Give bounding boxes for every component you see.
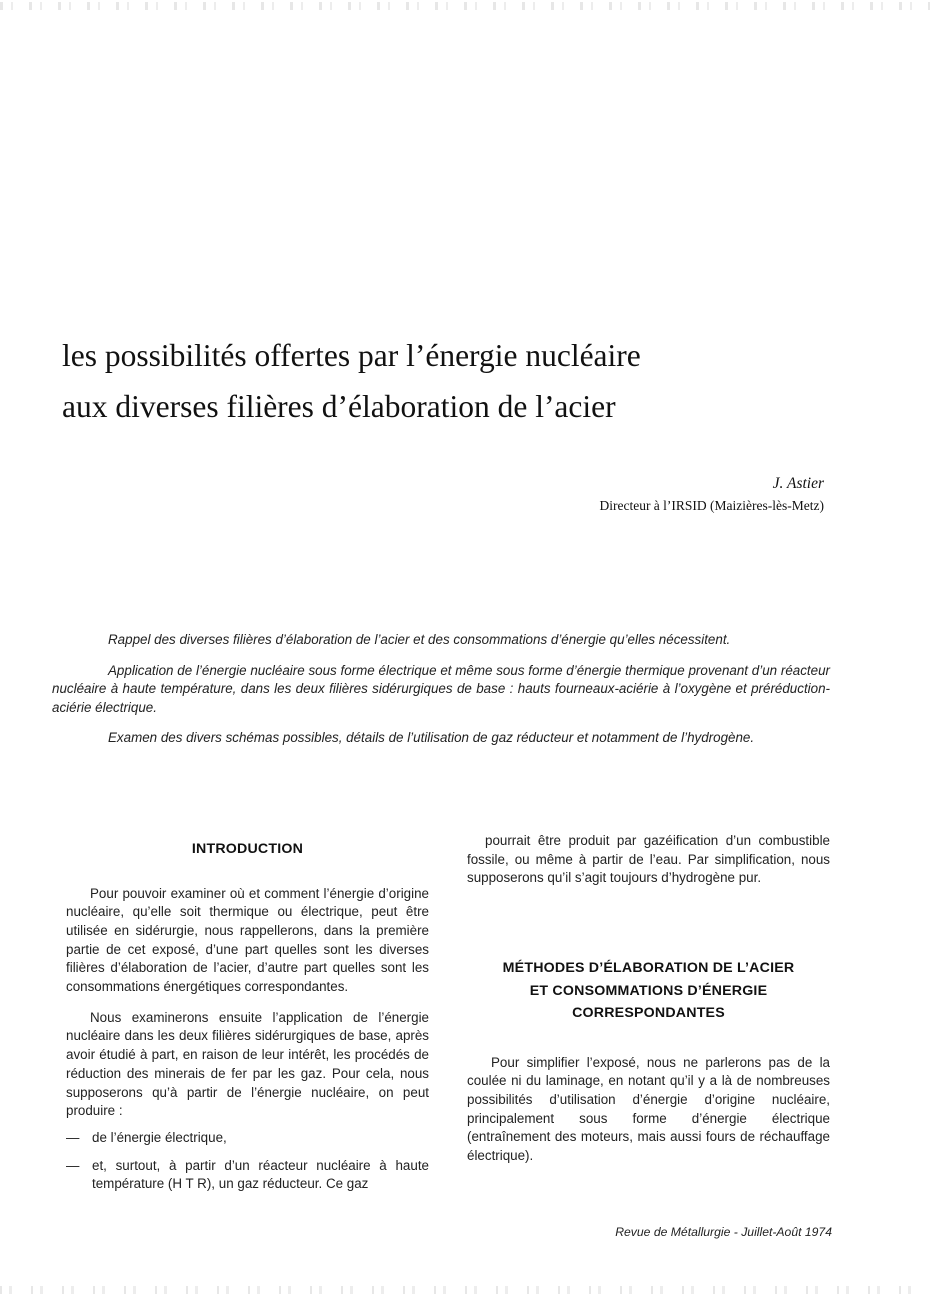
list-dash: — <box>66 1157 80 1173</box>
introduction-paragraph-1: Pour pouvoir examiner où et comment l’énergie d’origine nucléaire, qu’elle soit thermique ou électrique, peut être utilisée en sidérurgie, nous rappellerons, dans la première partie de cet exposé, d’une part quelles sont les diverses filières d’élaboration de l’acier, d’autre part quelles sont les consommations énergétiques correspondantes. <box>66 885 429 995</box>
author-name: J. Astier <box>772 475 824 492</box>
scan-noise-top <box>0 2 930 10</box>
abstract <box>52 631 830 760</box>
introduction-heading: INTRODUCTION <box>191 841 304 857</box>
right-column <box>467 832 830 1166</box>
title-line-1: les possibilités offertes par l’énergie nucléaire <box>62 338 641 373</box>
list-dash: — <box>66 1129 80 1145</box>
methods-paragraph-1: Pour simplifier l’exposé, nous ne parlerons pas de la coulée ni du laminage, en notant qu’il y a là de nombreuses possibilités d’utilisation d’énergie d’origine nucléaire, principalement sous forme d’énergie électrique (entraînement des moteurs, mais aussi fours de réchauffage électrique). <box>467 1054 830 1164</box>
left-column <box>66 838 429 1203</box>
article-title <box>62 330 882 432</box>
author-affiliation: Directeur à l’IRSID (Maizières-lès-Metz) <box>599 498 824 513</box>
scan-noise-bottom <box>0 1286 930 1294</box>
journal-footer: Revue de Métallurgie - Juillet-Août 1974 <box>615 1225 832 1239</box>
methods-heading-line-1: MÉTHODES D’ÉLABORATION DE L’ACIER <box>502 960 795 977</box>
continuation-paragraph: pourrait être produit par gazéification d’un combustible fossile, ou même à partir de l’eau. Par simplification, nous supposerons qu’il s’agit toujours d’hydrogène pur. <box>467 833 830 886</box>
title-line-2: aux diverses filières d’élaboration de l’acier <box>62 389 616 424</box>
list-item-text: de l’énergie électrique, <box>92 1129 227 1145</box>
list-item <box>66 1157 429 1194</box>
abstract-paragraph-1: Rappel des diverses filières d’élaboration de l’acier et des consommations d’énergie qu’elles nécessitent. <box>108 632 731 647</box>
production-list <box>66 1129 429 1194</box>
abstract-paragraph-3: Examen des divers schémas possibles, détails de l’utilisation de gaz réducteur et notamment de l’hydrogène. <box>108 730 755 746</box>
list-item <box>66 1129 429 1148</box>
list-item-text: et, surtout, à partir d’un réacteur nucléaire à haute température (H T R), un gaz réducteur. Ce gaz <box>92 1157 429 1192</box>
methods-heading-line-2: ET CONSOMMATIONS D’ÉNERGIE <box>529 982 768 999</box>
methods-heading-line-3: CORRESPONDANTES <box>572 1005 725 1022</box>
abstract-paragraph-2: Application de l’énergie nucléaire sous forme électrique et même sous forme d’énergie thermique provenant d’un réacteur nucléaire à haute température, dans les deux filières sidérurgiques de base : hauts fourneaux-aciérie à l’oxygène et préréduction-aciérie électrique. <box>52 662 830 715</box>
introduction-paragraph-2: Nous examinerons ensuite l’application de l’énergie nucléaire dans les deux filières sidérurgiques de base, après avoir étudié à part, en raison de leur intérêt, les procédés de réduction des minerais de fer par les gaz. Pour cela, nous supposerons qu’à partir de l’énergie nucléaire, on peut produire : <box>66 1009 429 1119</box>
methods-heading <box>467 957 830 1025</box>
